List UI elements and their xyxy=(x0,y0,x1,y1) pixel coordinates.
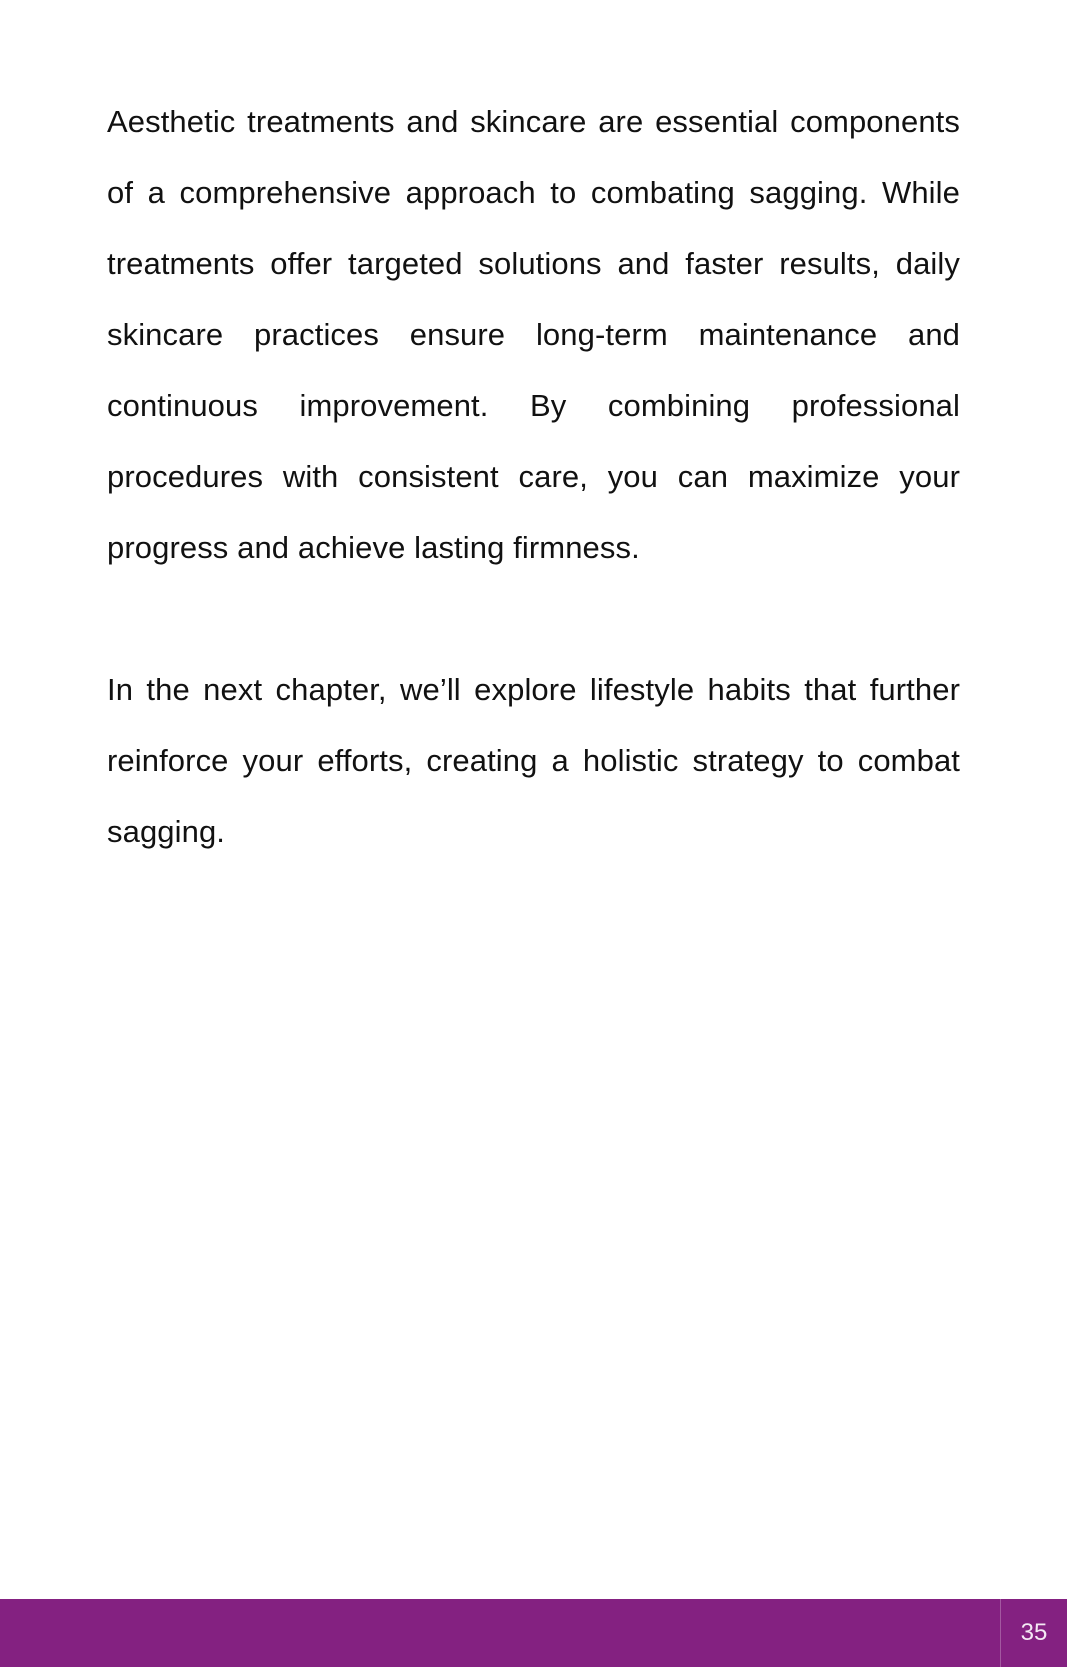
page-body xyxy=(107,86,960,867)
body-paragraph: In the next chapter, we’ll explore lifestyle habits that further reinforce your efforts, creating a holistic strategy to combat sagging. xyxy=(107,672,960,849)
page-footer-bar xyxy=(0,1599,1067,1667)
page-number-box xyxy=(1000,1599,1067,1667)
page-number: 35 xyxy=(1020,1619,1048,1646)
body-paragraph: Aesthetic treatments and skincare are essential components of a comprehensive approach to combating sagging. While treatments offer targeted solutions and faster results, daily skincare practices ensure long-term maintenance and continuous improvement. By combining professional procedures with consistent care, you can maximize your progress and achieve lasting firmness. xyxy=(107,104,960,565)
